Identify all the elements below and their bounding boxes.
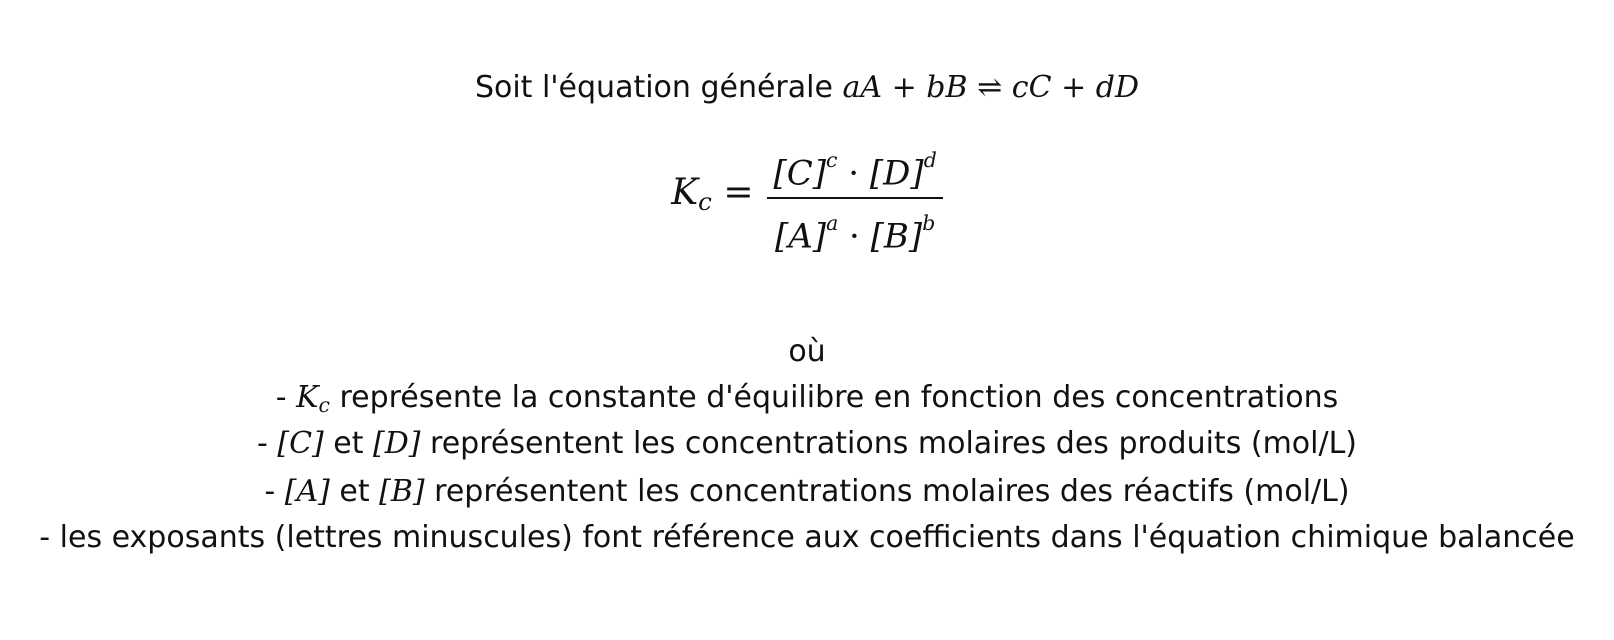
formula-numerator: $[C]^c \cdot [D]^d$ [773, 147, 937, 193]
definition-products: - [C] et [D] représentent les concentrations molaires des produits (mol/L) [256, 426, 1358, 461]
definition-exponents: - les exposants (lettres minuscules) font référence aux coefficients dans l'équation chimique balancée [39, 520, 1575, 555]
formula-fraction [767, 136, 942, 261]
equilibrium-constant-formula [0, 138, 1614, 258]
general-equation: aA + bB ⇌ cC + dD [842, 70, 1140, 105]
definition-reactants: - [A] et [B] représentent les concentrations molaires des réactifs (mol/L) [264, 474, 1350, 509]
definition-kc: - $K_c$ représente la constante d'équilibre en fonction des concentrations [275, 380, 1339, 418]
where-label: où [788, 334, 826, 369]
equilibrium-arrow-icon: ⇌ [977, 70, 1003, 105]
intro-line [0, 68, 1614, 108]
intro-text: Soit l'équation générale [474, 70, 843, 105]
formula-lhs: $K_c$ = [671, 172, 754, 217]
formula-denominator: $[A]^a \cdot [B]^b$ [774, 211, 936, 257]
